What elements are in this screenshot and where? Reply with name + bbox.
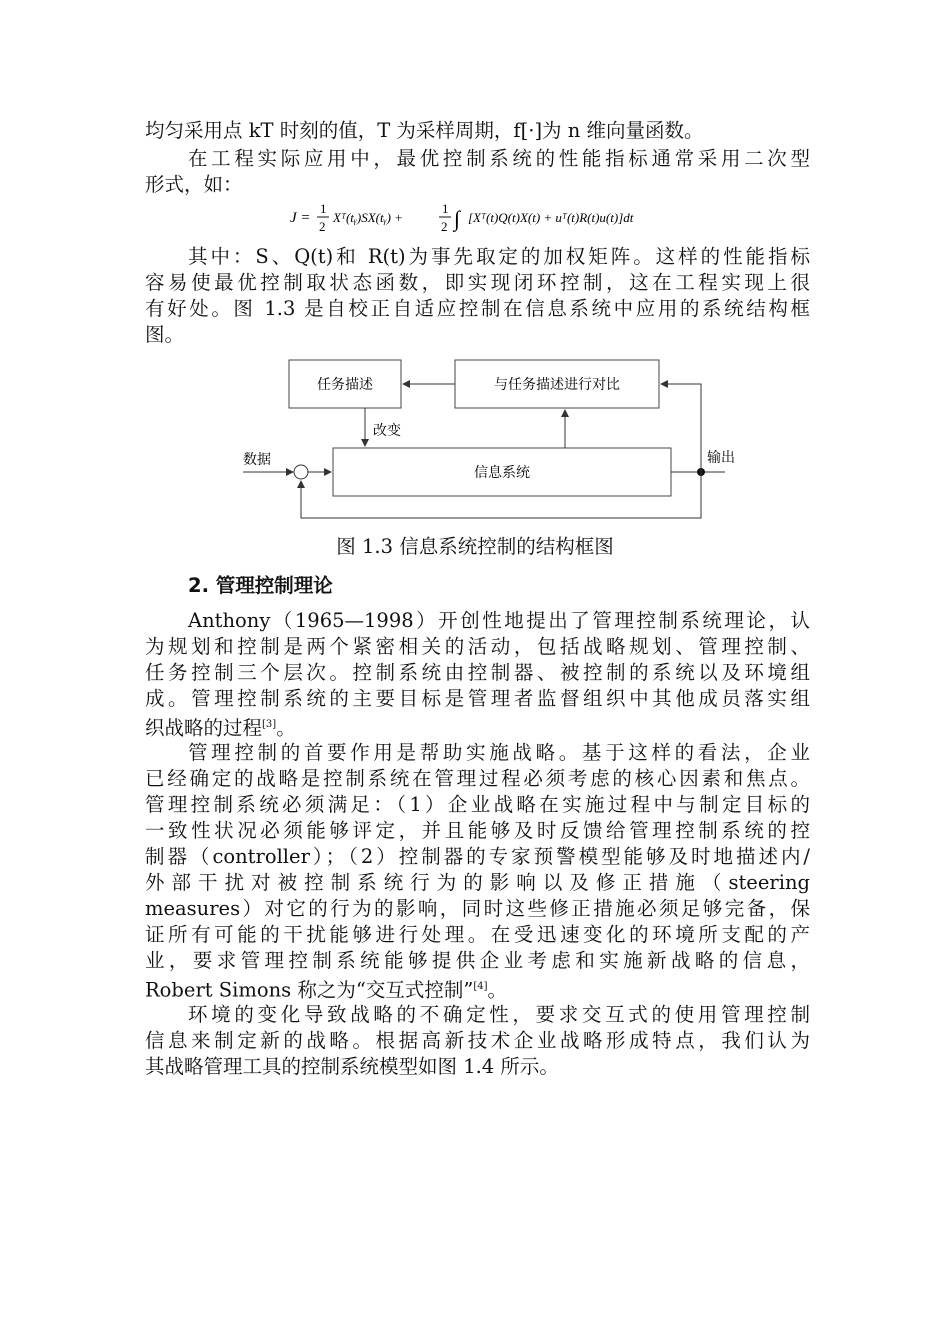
text-line: 环境的变化导致战略的不确定性，要求交互式的使用管理控制 (188, 1003, 810, 1026)
text-line: 外部干扰对被控制系统行为的影响以及修正措施（steering (145, 871, 810, 894)
text-line: 其战略管理工具的控制系统模型如图 1.4 所示。 (145, 1055, 559, 1078)
text-line: 任务控制三个层次。控制系统由控制器、被控制的系统以及环境组 (145, 661, 810, 684)
data-label: 数据 (243, 452, 271, 468)
formula-half-num: 1 (320, 201, 327, 216)
text-line: 成。管理控制系统的主要目标是管理者监督组织中其他成员落实组 (145, 687, 810, 710)
citation-ref: [4] (473, 981, 488, 992)
summing-junction-icon (294, 465, 308, 479)
figure-caption: 图 1.3 信息系统控制的结构框图 (336, 535, 614, 558)
performance-index-formula (290, 198, 710, 238)
info-system-label: 信息系统 (474, 465, 530, 481)
info-system-control-diagram (235, 350, 735, 525)
text-line (145, 712, 810, 742)
task-description-label: 任务描述 (317, 377, 373, 393)
text-fragment: 。 (276, 716, 296, 740)
text-line: 均匀采用点 kT 时刻的值，T 为采样周期，f[·]为 n 维向量函数。 (145, 119, 704, 142)
text-line: 形式，如： (145, 173, 243, 196)
section-heading: 2. 管理控制理论 (188, 574, 333, 597)
text-line: 其中：S、Q(t)和 R(t)为事先取定的加权矩阵。这样的性能指标 (188, 245, 810, 268)
text-line: 一致性状况必须能够评定，并且能够及时反馈给管理控制系统的控 (145, 819, 810, 842)
text-fragment: Robert Simons 称之为“交互式控制” (145, 978, 474, 1002)
formula-lhs: J = (290, 210, 311, 226)
text-line: 信息来制定新的战略。根据高新技术企业战略形成特点，我们认为 (145, 1029, 810, 1052)
formula-half-den-2: 2 (441, 219, 448, 234)
text-line: 业，要求管理控制系统能够提供企业考虑和实施新战略的信息， (145, 949, 810, 972)
text-line (145, 974, 810, 1004)
text-line: 在工程实际应用中，最优控制系统的性能指标通常采用二次型 (188, 147, 810, 170)
citation-ref: [3] (262, 719, 277, 730)
integral-sign-icon: ∫ (454, 206, 461, 231)
text-fragment: 织战略的过程 (145, 716, 263, 740)
text-line: 制器（controller）；（2）控制器的专家预警模型能够及时地描述内/ (145, 845, 810, 868)
formula-half-num-2: 1 (442, 201, 449, 216)
text-line: 管理控制系统必须满足：（1）企业战略在实施过程中与制定目标的 (145, 793, 810, 816)
formula-half-den: 2 (319, 219, 326, 234)
text-line: 图。 (145, 323, 185, 346)
change-label: 改变 (373, 423, 401, 439)
text-line: 为规划和控制是两个紧密相关的活动，包括战略规划、管理控制、 (145, 635, 810, 658)
text-line: 证所有可能的干扰能够进行处理。在受迅速变化的环境所支配的产 (145, 923, 810, 946)
formula-part1: Xᵀ(tᵧ)SX(tᵧ) + (333, 210, 403, 225)
text-line: Anthony（1965—1998）开创性地提出了管理控制系统理论，认 (188, 609, 810, 632)
compare-label: 与任务描述进行对比 (494, 377, 620, 393)
text-fragment: 。 (487, 978, 508, 1002)
text-line: 容易使最优控制取状态函数，即实现闭环控制，这在工程实现上很 (145, 271, 810, 294)
text-line: 已经确定的战略是控制系统在管理过程必须考虑的核心因素和焦点。 (145, 767, 810, 790)
text-line: 有好处。图 1.3 是自校正自适应控制在信息系统中应用的系统结构框 (145, 297, 810, 320)
text-line: measures）对它的行为的影响，同时这些修正措施必须足够完备，保 (145, 897, 810, 920)
formula-part2: [Xᵀ(t)Q(t)X(t) + uᵀ(t)R(t)u(t)]dt (468, 210, 634, 225)
text-line: 管理控制的首要作用是帮助实施战略。基于这样的看法，企业 (188, 741, 810, 764)
output-label: 输出 (707, 450, 735, 466)
